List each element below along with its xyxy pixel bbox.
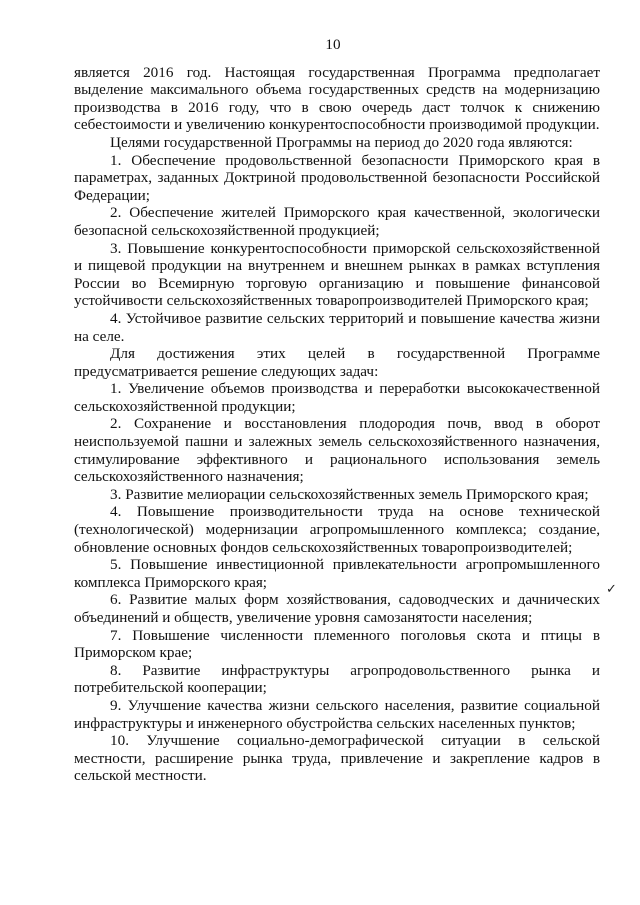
task-item: 3. Развитие мелиорации сельскохозяйственных земель Приморского края; bbox=[110, 485, 589, 503]
goal-item: 2. Обеспечение жителей Приморского края качественной, экологически безопасной сельскохозяйственной продукцией; bbox=[74, 204, 600, 239]
task-item: 4. Повышение производительности труда на основе технической (технологической) модернизации агропромышленного комплекса; создание, обновление основных фондов сельскохозяйственных товаропроизводителей; bbox=[74, 503, 600, 556]
paragraph-intro: является 2016 год. Настоящая государственная Программа предполагает выделение максимального объема государственных средств на модернизацию производства в 2016 году, что в свою очередь даст толчок к снижению себестоимости и увеличению конкурентоспособности производимой продукции. bbox=[74, 63, 600, 134]
goal-item: 4. Устойчивое развитие сельских территорий и повышение качества жизни на селе. bbox=[74, 309, 600, 345]
margin-check-mark: ✓ bbox=[606, 581, 617, 596]
task-item: 1. Увеличение объемов производства и переработки высококачественной сельскохозяйственной продукции; bbox=[74, 380, 600, 415]
task-item: 2. Сохранение и восстановления плодородия почв, ввод в оборот неиспользуемой пашни и залежных земель сельскохозяйственного назначения, стимулирование эффективного и рационального использования земель сельскохозяйственного назначения; bbox=[74, 415, 600, 486]
task-item: 8. Развитие инфраструктуры агропродовольственного рынка и потребительской кооперации; bbox=[74, 661, 600, 697]
task-item: 7. Повышение численности племенного поголовья скота и птицы в Приморском крае; bbox=[74, 626, 600, 662]
task-item: 6. Развитие малых форм хозяйствования, садоводческих и дачнических объединений и обществ, увеличение уровня самозанятости населения; bbox=[74, 591, 600, 626]
page-number: 10 bbox=[325, 36, 341, 53]
paragraph-tasks-heading: Для достижения этих целей в государственной Программе предусматривается решение следующих задач: bbox=[74, 345, 600, 380]
goal-item: 3. Повышение конкурентоспособности приморской сельскохозяйственной и пищевой продукции на внутреннем и внешнем рынках в рамках вступления России во Всемирную торговую организацию и повышение финансовой устойчивости сельскохозяйственных товаропроизводителей Приморского края; bbox=[74, 239, 600, 310]
task-item: 10. Улучшение социально-демографической ситуации в сельской местности, расширение рынка труда, привлечение и закрепление кадров в сельской местности. bbox=[74, 732, 600, 785]
task-item: 9. Улучшение качества жизни сельского населения, развитие социальной инфраструктуры и инженерного обустройства сельских населенных пунктов; bbox=[74, 696, 600, 732]
goal-item: 1. Обеспечение продовольственной безопасности Приморского края в параметрах, заданных Доктриной продовольственной безопасности Российской Федерации; bbox=[74, 151, 600, 204]
task-item: 5. Повышение инвестиционной привлекательности агропромышленного комплекса Приморского края; bbox=[74, 556, 600, 591]
paragraph-goals-heading: Целями государственной Программы на период до 2020 года являются: bbox=[110, 133, 573, 151]
